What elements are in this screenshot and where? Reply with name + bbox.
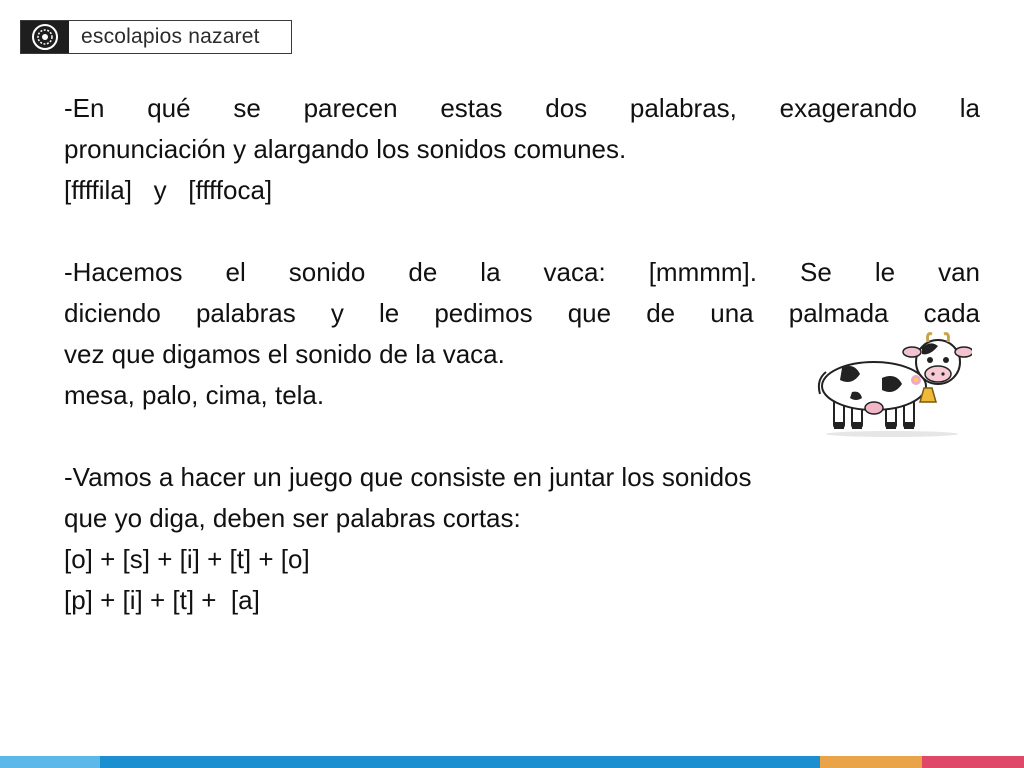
activity-1-line-3: [ffffila] y [ffffoca]: [64, 175, 273, 205]
activity-1-line-1: -En qué se parecen estas dos palabras, exagerando la: [64, 93, 980, 123]
activity-2-line-1: -Hacemos el sonido de la vaca: [mmmm]. Se le van: [64, 257, 980, 287]
school-logo: [20, 20, 292, 54]
activity-2-line-3: vez que digamos el sonido de la vaca.: [64, 339, 505, 369]
footer-segment-light-blue: [0, 756, 100, 768]
activity-3-line-1: -Vamos a hacer un juego que consiste en juntar los sonidos: [64, 462, 752, 492]
footer-color-bar: [0, 756, 1024, 768]
activity-3-line-2: que yo diga, deben ser palabras cortas:: [64, 503, 521, 533]
footer-segment-pink: [922, 756, 1024, 768]
activity-2-line-4: mesa, palo, cima, tela.: [64, 380, 325, 410]
activity-1-line-2: pronunciación y alargando los sonidos comunes.: [64, 134, 627, 164]
escolapios-emblem-icon: [21, 21, 69, 53]
footer-segment-blue: [100, 756, 820, 768]
activity-3-line-3: [o] + [s] + [i] + [t] + [o]: [64, 544, 310, 574]
footer-segment-orange: [820, 756, 922, 768]
activity-3-line-4: [p] + [i] + [t] + [a]: [64, 585, 260, 615]
logo-text: escolapios nazaret: [81, 25, 260, 48]
cow-illustration-icon: [812, 330, 972, 438]
activity-2-line-2: diciendo palabras y le pedimos que de una palmada cada: [64, 298, 980, 328]
